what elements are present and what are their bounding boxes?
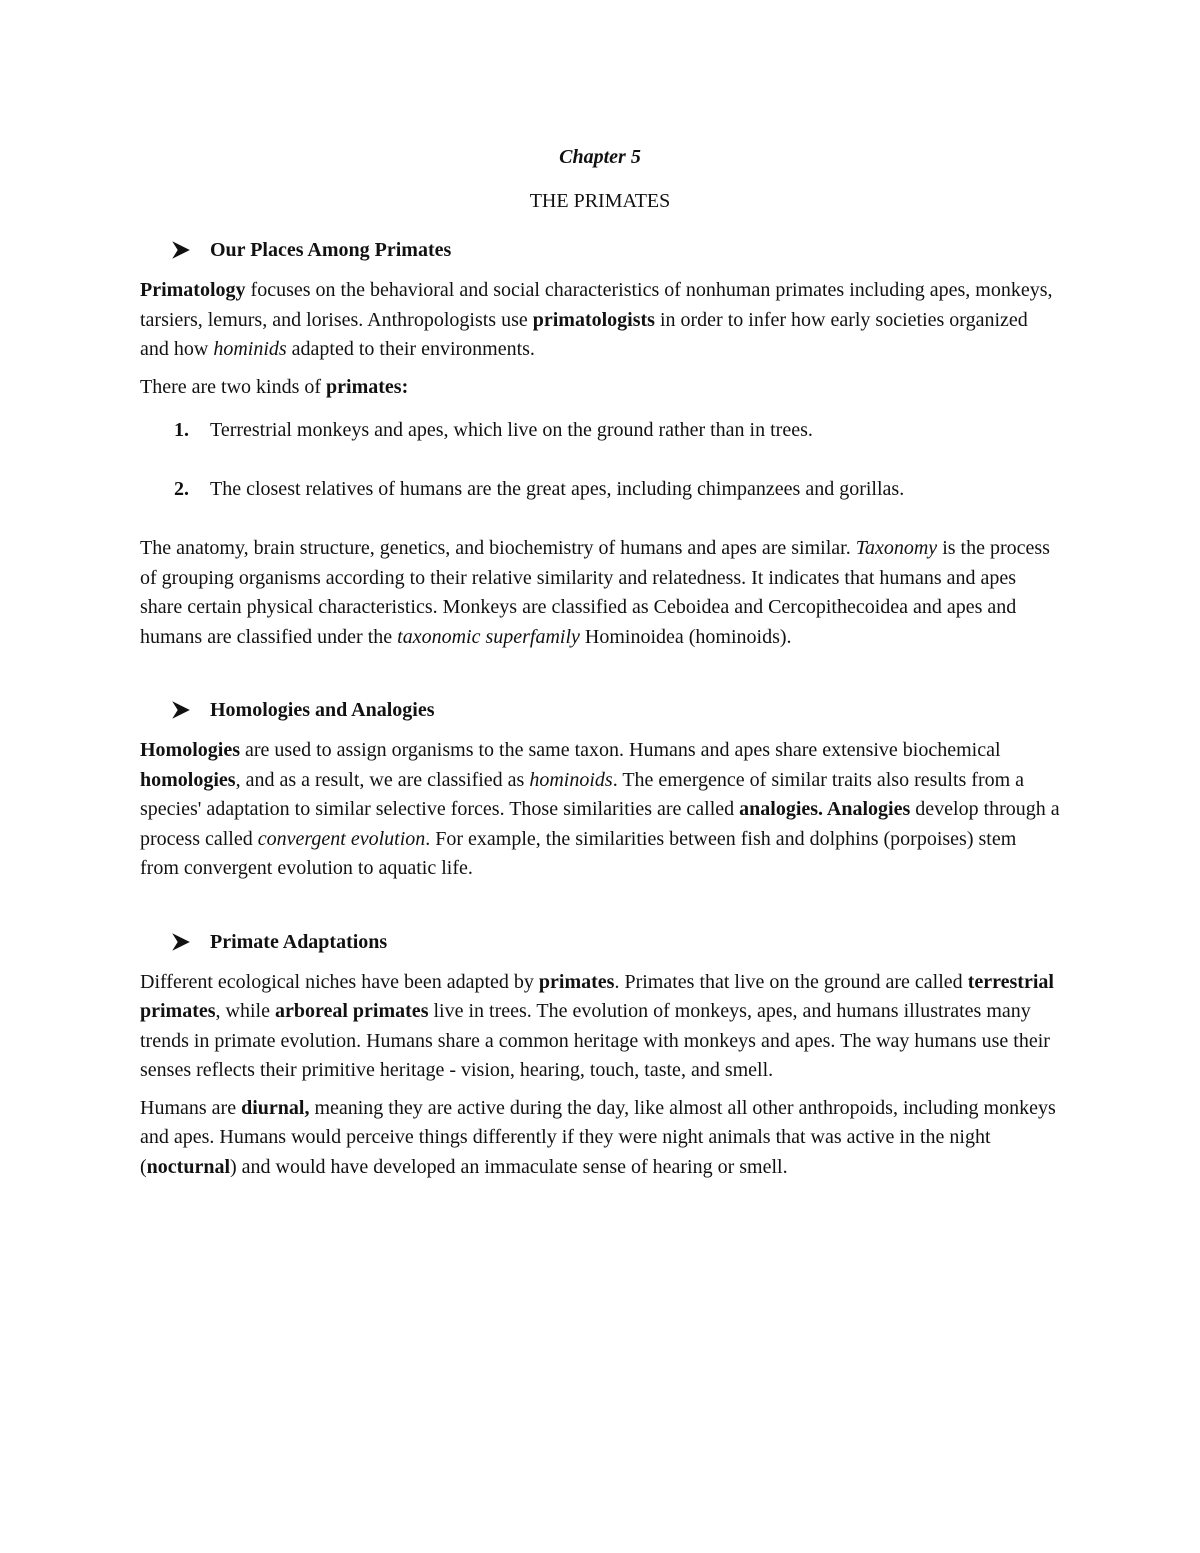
term-primates: primates: [326,375,409,398]
paragraph-primatology [140,276,1060,365]
paragraph-diurnal [140,1094,1060,1183]
term-convergent-evolution: convergent evolution [257,827,426,850]
text-run: focuses on the behavioral and social characteristics of nonhuman primates including apes, monkeys, tarsiers, lemurs, and lorises. Anthropologists use [140,279,1053,331]
text-run: meaning they are active during the day, like almost all other anthropoids, including monkeys and apes. Humans would perceive things differently if they were night animals that was active in the night ( [140,1096,1056,1178]
text-run: , and as a result, we are classified as [235,768,530,791]
paragraph-taxonomy [140,534,1060,652]
arrow-bullet-icon [170,239,192,261]
term-primatology: Primatology [140,279,246,301]
term-taxonomic-superfamily: taxonomic superfamily [397,625,580,648]
list-text: Terrestrial monkeys and apes, which live on the ground rather than in trees. [210,419,813,441]
text-run: develop through a process called [140,798,1060,850]
text-run: , while [215,1000,275,1022]
list-number: 1. [174,419,189,441]
text-run: in order to infer how early societies organized and how [140,308,1028,360]
chapter-label: Chapter 5 [559,146,641,168]
arrow-bullet-icon [170,699,192,721]
term-primates: primates [538,970,615,993]
term-homologies: homologies [140,768,236,791]
text-run: Humans are [140,1096,242,1119]
section-heading-homologies [170,692,1060,728]
text-run: is the process of grouping organisms according to their relative similarity and relatedness. It indicates that humans and apes share certain physical characteristics. Monkeys are classified as Ceboidea and Cercopithecoidea and apes and humans are classified under the [140,537,1050,648]
text-run: ) and would have developed an immaculate sense of hearing or smell. [230,1155,788,1178]
section-heading-text: Our Places Among Primates [210,239,452,261]
text-run: There are two kinds of [140,375,327,398]
text-run: live in trees. The evolution of monkeys, apes, and humans illustrates many trends in primate evolution. Humans share a common heritage with monkeys and apes. The way humans use their senses reflects their primitive heritage - vision, hearing, touch, taste, and smell. [140,1000,1050,1081]
term-diurnal: diurnal, [241,1096,310,1119]
document-page [140,138,1060,1182]
text-run: Different ecological niches have been adapted by [140,970,539,993]
section-heading-text: Primate Adaptations [210,930,388,953]
list-item [140,475,1060,504]
text-run: Hominoidea (hominoids). [579,625,792,648]
section-heading-text: Homologies and Analogies [210,699,435,721]
list-item [140,416,1060,445]
text-run: . The emergence of similar traits also results from a species' adaptation to similar selective forces. Those similarities are called [140,768,1025,820]
primate-kinds-list [140,416,1060,504]
term-homologies: Homologies [140,739,240,761]
page-title: THE PRIMATES [529,190,671,212]
text-run: The anatomy, brain structure, genetics, and biochemistry of humans and apes are similar. [140,537,856,559]
text-run: are used to assign organisms to the same taxon. Humans and apes share extensive biochemical [240,739,1001,761]
paragraph-niches [140,968,1060,1086]
term-arboreal-primates: arboreal primates [274,1000,429,1022]
paragraph-homologies [140,736,1060,884]
section-heading-places [170,232,1060,268]
section-heading-adaptations [170,924,1060,960]
term-terrestrial-primates: terrestrial primates [140,970,1054,1022]
text-run: . For example, the similarities between fish and dolphins (porpoises) stem from convergent evolution to aquatic life. [140,827,1017,879]
list-number: 2. [174,478,189,500]
term-taxonomy: Taxonomy [855,537,938,559]
term-nocturnal: nocturnal [146,1155,231,1178]
text-run: adapted to their environments. [286,338,535,360]
term-hominoids: hominoids [529,768,613,791]
paragraph-two-kinds [140,373,1060,403]
text-run: . Primates that live on the ground are called [614,970,968,993]
term-analogies: analogies. Analogies [739,798,911,820]
term-primatologists: primatologists [532,308,655,331]
arrow-bullet-icon [170,931,192,953]
term-hominids: hominids [213,338,287,360]
list-text: The closest relatives of humans are the great apes, including chimpanzees and gorillas. [210,478,905,500]
